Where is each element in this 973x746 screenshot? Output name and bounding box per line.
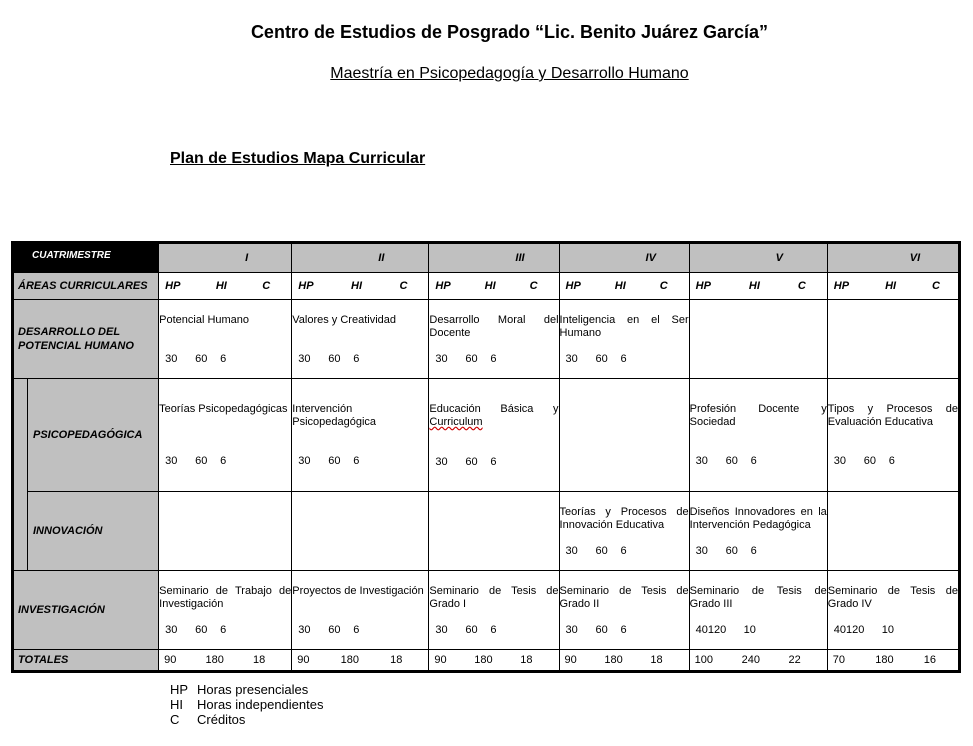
legend-item: C Créditos [170, 712, 246, 727]
hours-header: HP HI C [429, 273, 559, 300]
subject-cell: Teorías Psicopedagógicas 30 60 6 [159, 379, 292, 492]
subject-cell: Inteligencia en el Ser Humano 30 60 6 [559, 300, 689, 379]
empty-cell [689, 300, 827, 379]
area-indent-bar [13, 379, 28, 571]
program-title-text: Maestría en Psicopedagogía y Desarrollo Humano [330, 65, 689, 82]
subject-cell: Tipos y Procesos de Evaluación Educativa 30 60 6 [827, 379, 959, 492]
hours-header: HP HI C [689, 273, 827, 300]
legend-item: HP Horas presenciales [170, 682, 309, 697]
subject-cell: Proyectos de Investigación 30 60 6 [292, 571, 429, 650]
totals-label: TOTALES [13, 650, 159, 672]
area-desarrollo: DESARROLLO DEL POTENCIAL HUMANO [13, 300, 159, 379]
corner-label: CUATRIMESTRE [13, 243, 159, 273]
subject-cell: Seminario de Tesis de Grado I 30 60 6 [429, 571, 559, 650]
totals-cell: 90 180 18 [429, 650, 559, 672]
subject-cell: Seminario de Tesis de Grado II 30 60 6 [559, 571, 689, 650]
empty-cell [292, 492, 429, 571]
empty-cell [827, 492, 959, 571]
subject-cell: Profesión Docente y Sociedad 30 60 6 [689, 379, 827, 492]
hours-header: HP HI C [827, 273, 959, 300]
institution-title: Centro de Estudios de Posgrado “Lic. Benito Juárez García” [250, 22, 769, 42]
term-header: VI [827, 243, 959, 273]
hours-header: HP HI C [159, 273, 292, 300]
totals-cell: 90 180 18 [159, 650, 292, 672]
empty-cell [159, 492, 292, 571]
subject-cell: Desarrollo Moral del Docente 30 60 6 [429, 300, 559, 379]
subject-cell: Valores y Creatividad 30 60 6 [292, 300, 429, 379]
curricular-map-table [11, 241, 961, 673]
totals-cell: 100 240 22 [689, 650, 827, 672]
area-investigacion: INVESTIGACIÓN [13, 571, 159, 650]
areas-label: ÁREAS CURRICULARES [13, 273, 159, 300]
empty-cell [559, 379, 689, 492]
subject-cell: Educación Básica y Curriculum 30 60 6 [429, 379, 559, 492]
subject-cell: Intervención Psicopedagógica 30 60 6 [292, 379, 429, 492]
curriculum-spell-underline: Curriculum [429, 416, 483, 428]
legend-item: HI Horas independientes [170, 697, 324, 712]
empty-cell [827, 300, 959, 379]
legend [170, 682, 323, 727]
term-header: II [292, 243, 429, 273]
section-title: Plan de Estudios Mapa Curricular [170, 150, 426, 167]
subject-cell: Teorías y Procesos de Innovación Educativa 30 60 6 [559, 492, 689, 571]
totals-cell: 70 180 16 [827, 650, 959, 672]
empty-cell [429, 492, 559, 571]
hours-header: HP HI C [559, 273, 689, 300]
program-title [0, 65, 973, 83]
hours-header: HP HI C [292, 273, 429, 300]
subject-cell: Seminario de Tesis de Grado IV 40120 10 [827, 571, 959, 650]
term-header: I [159, 243, 292, 273]
subject-cell: Seminario de Tesis de Grado III 40120 10 [689, 571, 827, 650]
subject-cell: Potencial Humano 30 60 6 [159, 300, 292, 379]
subject-cell: Diseños Innovadores en la Intervención Pedagógica 30 60 6 [689, 492, 827, 571]
term-header: III [429, 243, 559, 273]
totals-cell: 90 180 18 [292, 650, 429, 672]
subject-cell: Seminario de Trabajo de Investigación 30 60 6 [159, 571, 292, 650]
area-innovacion: INNOVACIÓN [28, 492, 159, 571]
term-header: IV [559, 243, 689, 273]
area-psicopedagogica: PSICOPEDAGÓGICA [28, 379, 159, 492]
term-header: V [689, 243, 827, 273]
totals-cell: 90 180 18 [559, 650, 689, 672]
